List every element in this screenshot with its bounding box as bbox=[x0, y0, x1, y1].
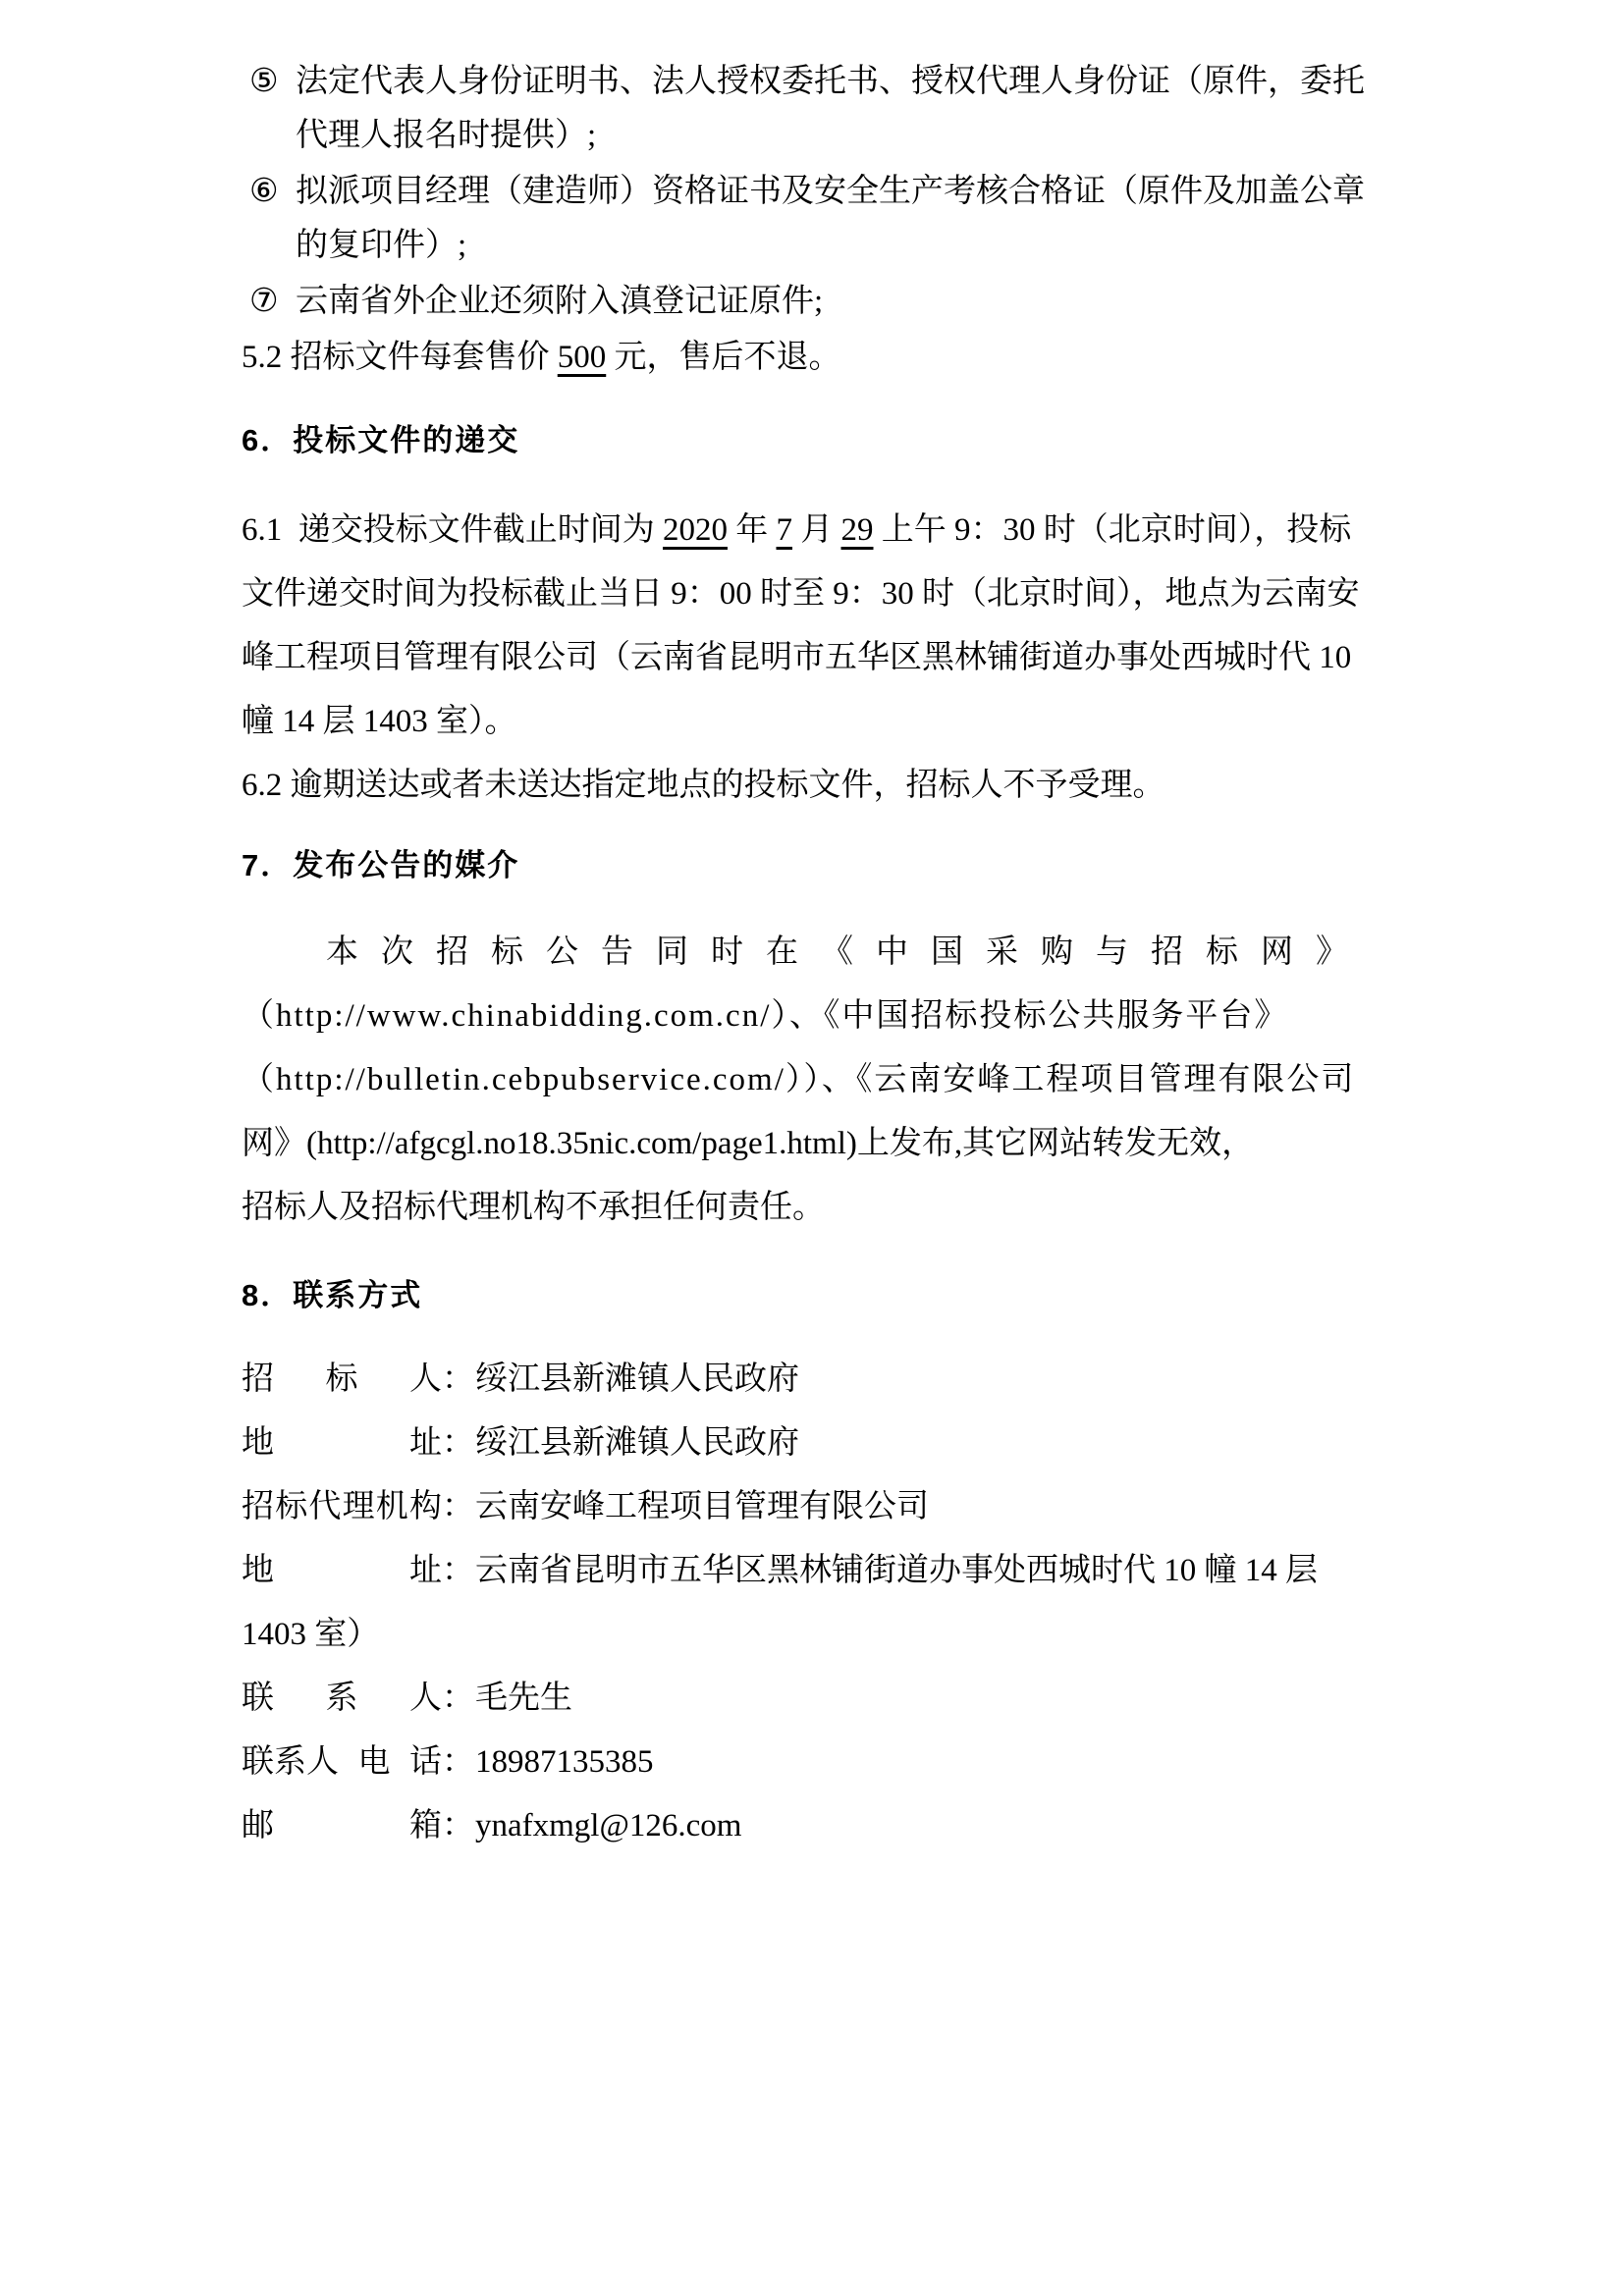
text-segment: 6.1 递交投标文件截止时间为 bbox=[242, 512, 663, 548]
text-line: （http://www.chinabidding.com.cn/）、《中国招标投标公共服务平台》 bbox=[242, 998, 1289, 1034]
contact-list bbox=[242, 1348, 1379, 1858]
contact-value: ynafxmgl@126.com bbox=[475, 1808, 742, 1843]
list-item-text bbox=[296, 165, 1365, 273]
contact-colon: ： bbox=[442, 1553, 474, 1588]
list-item bbox=[249, 275, 1379, 329]
contact-label-part: 址 bbox=[409, 1425, 442, 1461]
contact-colon: ： bbox=[442, 1425, 474, 1461]
contact-label-part: 联 bbox=[242, 1681, 274, 1716]
underlined-value: 29 bbox=[840, 512, 874, 548]
text-segment: 幢 14 层 1403 室）。 bbox=[242, 704, 517, 739]
contact-value: 18987135385 bbox=[475, 1744, 654, 1780]
contact-label-part: 人 bbox=[409, 1362, 442, 1397]
contact-label bbox=[242, 1794, 442, 1858]
contact-label-part: 址 bbox=[409, 1553, 442, 1588]
contact-label-part: 招 bbox=[242, 1489, 274, 1524]
contact-row bbox=[242, 1731, 1379, 1794]
contact-row bbox=[242, 1475, 1379, 1539]
contact-value: 云南安峰工程项目管理有限公司 bbox=[475, 1489, 929, 1524]
text-segment: 年 bbox=[728, 512, 777, 548]
contact-label bbox=[242, 1539, 442, 1603]
section-8-heading: 8．联系方式 bbox=[242, 1278, 423, 1312]
text-line bbox=[242, 562, 1379, 626]
underlined-value: 500 bbox=[557, 340, 607, 375]
contact-label-part: 机 bbox=[375, 1489, 408, 1524]
clause-6-1 bbox=[242, 499, 1379, 754]
text-line: 招标人及招标代理机构不承担任何责任。 bbox=[242, 1190, 825, 1225]
contact-row bbox=[242, 1667, 1379, 1731]
contact-label-part: 箱 bbox=[409, 1808, 442, 1843]
text-segment: 5.2 招标文件每套售价 bbox=[242, 340, 558, 375]
clause-6-2: 6.2 逾期送达或者未送达指定地点的投标文件，招标人不予受理。 bbox=[242, 768, 1165, 803]
contact-value: 云南省昆明市五华区黑林铺街道办事处西城时代 10 幢 14 层 bbox=[475, 1553, 1318, 1588]
section-7-heading: 7．发布公告的媒介 bbox=[242, 848, 520, 882]
contact-label-part: 构 bbox=[408, 1489, 442, 1524]
contact-label bbox=[242, 1731, 442, 1794]
list-item-marker: ⑥ bbox=[249, 174, 279, 209]
contact-label-part: 理 bbox=[342, 1489, 375, 1524]
contact-colon: ： bbox=[442, 1489, 474, 1524]
contact-value: 毛先生 bbox=[475, 1681, 572, 1716]
contact-label-part: 标 bbox=[325, 1362, 358, 1397]
text-segment: 上午 9：30 时（北京时间），投标 bbox=[873, 512, 1352, 548]
contact-label-part: 招 bbox=[242, 1362, 274, 1397]
contact-colon: ： bbox=[442, 1681, 474, 1716]
page-content bbox=[242, 55, 1379, 1858]
contact-row bbox=[242, 1412, 1379, 1475]
list-item bbox=[249, 165, 1379, 273]
text-line bbox=[242, 690, 1379, 754]
contact-row bbox=[242, 1348, 1379, 1412]
contact-label-part: 话 bbox=[409, 1744, 442, 1780]
contact-row bbox=[242, 1539, 1379, 1603]
text-line: 云南省外企业还须附入滇登记证原件; bbox=[296, 284, 824, 319]
section-7-paragraph bbox=[242, 921, 1379, 1240]
list-item-text bbox=[296, 275, 823, 329]
contact-colon: ： bbox=[442, 1362, 474, 1397]
text-segment: 月 bbox=[792, 512, 841, 548]
text-line: 本次招标公告同时在《中国采购与招标网》 bbox=[326, 934, 1371, 970]
list-item-marker: ⑦ bbox=[249, 284, 279, 319]
numbered-list bbox=[242, 55, 1379, 329]
underlined-value: 7 bbox=[776, 512, 792, 548]
contact-row bbox=[242, 1794, 1379, 1858]
contact-label-part: 电 bbox=[357, 1744, 391, 1780]
text-line: 法定代表人身份证明书、法人授权委托书、授权代理人身份证（原件，委托 bbox=[296, 64, 1365, 99]
contact-label-part: 邮 bbox=[242, 1808, 274, 1843]
text-segment: 峰工程项目管理有限公司（云南省昆明市五华区黑林铺街道办事处西城时代 10 bbox=[242, 640, 1352, 675]
text-line: 的复印件）; bbox=[296, 228, 467, 263]
text-line bbox=[242, 499, 1379, 562]
contact-colon: ： bbox=[442, 1744, 474, 1780]
text-line: 拟派项目经理（建造师）资格证书及安全生产考核合格证（原件及加盖公章 bbox=[296, 174, 1365, 209]
list-item-text bbox=[296, 55, 1365, 163]
contact-continuation-line: 1403 室） bbox=[242, 1617, 380, 1652]
contact-label bbox=[242, 1412, 442, 1475]
text-segment: 元，售后不退。 bbox=[606, 340, 841, 375]
contact-value: 绥江县新滩镇人民政府 bbox=[475, 1425, 799, 1461]
text-segment: 文件递交时间为投标截止当日 9：00 时至 9：30 时（北京时间），地点为云南安 bbox=[242, 576, 1360, 612]
clause-5-2 bbox=[242, 331, 1379, 385]
text-line: 代理人报名时提供）; bbox=[296, 118, 597, 153]
contact-value: 绥江县新滩镇人民政府 bbox=[475, 1362, 799, 1397]
list-item bbox=[249, 55, 1379, 163]
contact-label bbox=[242, 1348, 442, 1412]
section-6-heading: 6．投标文件的递交 bbox=[242, 423, 520, 457]
text-line bbox=[242, 626, 1379, 690]
contact-label-part: 地 bbox=[242, 1425, 274, 1461]
underlined-value: 2020 bbox=[663, 512, 728, 548]
contact-label-part: 代 bbox=[308, 1489, 342, 1524]
contact-label-part: 联系人 bbox=[242, 1744, 339, 1780]
contact-label bbox=[242, 1475, 442, 1539]
text-line: （http://bulletin.cebpubservice.com/））、《云南安峰工程项目管理有限公司 bbox=[242, 1062, 1356, 1097]
contact-label-part: 系 bbox=[325, 1681, 358, 1716]
contact-label bbox=[242, 1667, 442, 1731]
list-item-marker: ⑤ bbox=[249, 64, 279, 99]
text-line: 网》(http://afgcgl.no18.35nic.com/page1.html)上发布,其它网站转发无效， bbox=[242, 1126, 1255, 1161]
contact-label-part: 地 bbox=[242, 1553, 274, 1588]
contact-label-part: 人 bbox=[409, 1681, 442, 1716]
contact-colon: ： bbox=[442, 1808, 474, 1843]
contact-label-part: 标 bbox=[275, 1489, 308, 1524]
